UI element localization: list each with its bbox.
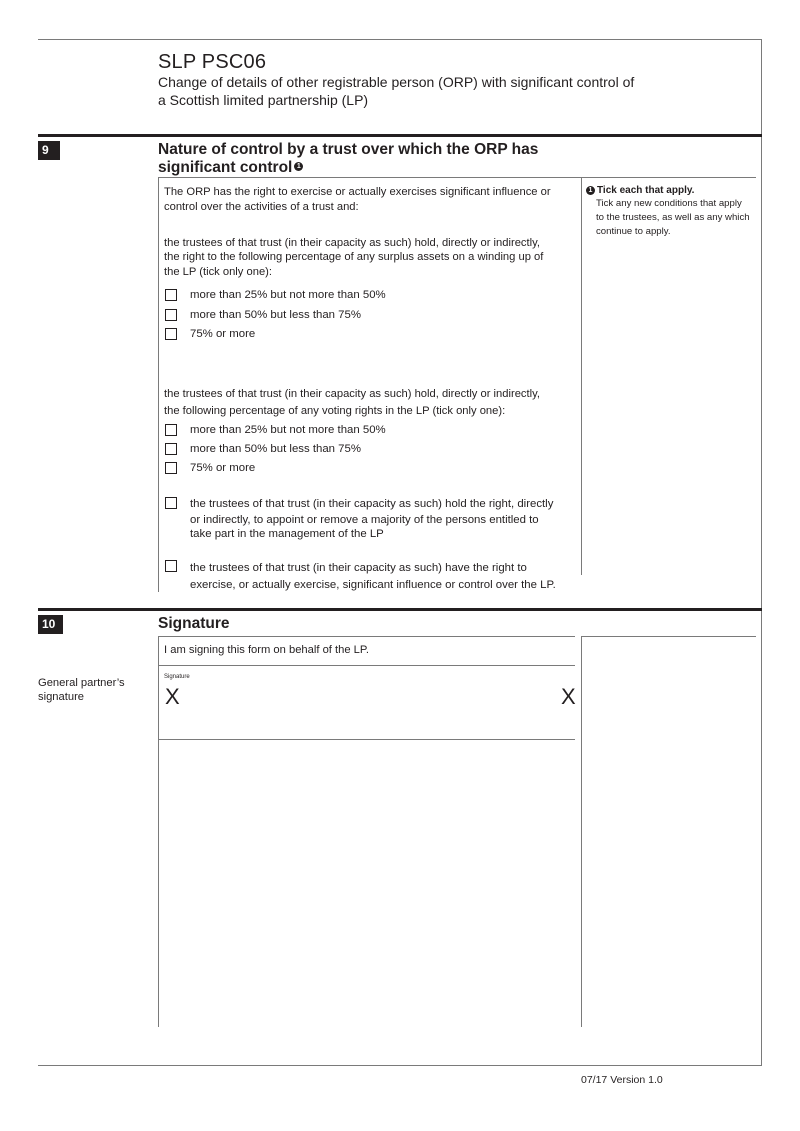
signing-statement: I am signing this form on behalf of the LP. — [164, 644, 370, 656]
appoint-checkbox[interactable] — [165, 497, 177, 509]
top-rule — [38, 39, 762, 40]
appoint-line-3: take part in the management of the LP — [190, 528, 384, 540]
influence-checkbox[interactable] — [165, 560, 177, 572]
voting-line-1: the trustees of that trust (in their capacity as such) hold, directly or indirectly, — [164, 388, 540, 400]
signature-field[interactable] — [186, 676, 556, 736]
surplus-line-3: the LP (tick only one): — [164, 266, 272, 278]
form-title-line-2: a Scottish limited partnership (LP) — [158, 92, 369, 108]
general-partner-label-2: signature — [38, 691, 85, 703]
surplus-line-1: the trustees of that trust (in their capacity as such) hold, directly or indirectly, — [164, 237, 540, 249]
section-9-box-divider — [581, 177, 582, 575]
signature-x-left: X — [165, 684, 180, 709]
section-9-number: 9 — [38, 141, 60, 160]
surplus-option-1-checkbox[interactable] — [165, 289, 177, 301]
side-note-line-2: to the trustees, as well as any which — [596, 212, 750, 223]
voting-option-3-checkbox[interactable] — [165, 462, 177, 474]
footer-version: 07/17 Version 1.0 — [581, 1074, 663, 1086]
surplus-option-2-checkbox[interactable] — [165, 309, 177, 321]
side-note-line-1: Tick any new conditions that apply — [596, 198, 742, 209]
section-10-number: 10 — [38, 615, 63, 634]
surplus-option-2-label: more than 50% but less than 75% — [190, 309, 361, 321]
statement-underline — [158, 665, 575, 666]
voting-option-2-checkbox[interactable] — [165, 443, 177, 455]
side-note-info-icon: 1 — [586, 186, 595, 195]
voting-option-2-label: more than 50% but less than 75% — [190, 443, 361, 455]
section-10-box-top — [158, 636, 575, 637]
voting-option-3-label: 75% or more — [190, 462, 256, 474]
appoint-line-2: or indirectly, to appoint or remove a majority of the persons entitled to — [190, 514, 539, 526]
influence-line-2: exercise, or actually exercise, significant influence or control over the LP. — [190, 579, 556, 591]
appoint-line-1: the trustees of that trust (in their capacity as such) hold the right, directly — [190, 498, 554, 510]
intro-line-1: The ORP has the right to exercise or actually exercises significant influence or — [164, 186, 551, 198]
section-9-rule — [38, 134, 762, 137]
section-9-title-line-1: Nature of control by a trust over which the ORP has — [158, 141, 539, 158]
surplus-option-1-label: more than 25% but not more than 50% — [190, 289, 386, 301]
section-10-box-left — [158, 636, 159, 1027]
side-note-title-text: Tick each that apply. — [597, 185, 695, 196]
bottom-rule — [38, 1065, 762, 1066]
side-note-title — [586, 185, 694, 197]
section-9-box-left — [158, 177, 159, 592]
section-10-title: Signature — [158, 615, 230, 632]
section-9-title-line-2 — [158, 158, 303, 177]
section-10-side-top — [581, 636, 756, 637]
influence-line-1: the trustees of that trust (in their capacity as such) have the right to — [190, 562, 527, 574]
signature-box-bottom — [158, 739, 575, 740]
side-note-line-3: continue to apply. — [596, 226, 671, 237]
info-icon: 1 — [294, 162, 303, 171]
signature-box-label: Signature — [164, 674, 190, 680]
surplus-line-2: the right to the following percentage of any surplus assets on a winding up of — [164, 251, 544, 263]
general-partner-label-1: General partner’s — [38, 677, 125, 689]
voting-option-1-checkbox[interactable] — [165, 424, 177, 436]
right-border — [761, 39, 762, 1066]
section-9-title-text: significant control — [158, 159, 293, 176]
form-title-line-1: Change of details of other registrable person (ORP) with significant control of — [158, 74, 635, 90]
voting-line-2: the following percentage of any voting rights in the LP (tick only one): — [164, 405, 506, 417]
voting-option-1-label: more than 25% but not more than 50% — [190, 424, 386, 436]
surplus-option-3-checkbox[interactable] — [165, 328, 177, 340]
intro-line-2: control over the activities of a trust and: — [164, 201, 359, 213]
section-10-box-divider — [581, 636, 582, 1027]
surplus-option-3-label: 75% or more — [190, 328, 256, 340]
section-9-box-top — [158, 177, 756, 178]
form-code: SLP PSC06 — [158, 51, 267, 73]
section-10-rule — [38, 608, 762, 611]
signature-x-right: X — [561, 684, 576, 709]
